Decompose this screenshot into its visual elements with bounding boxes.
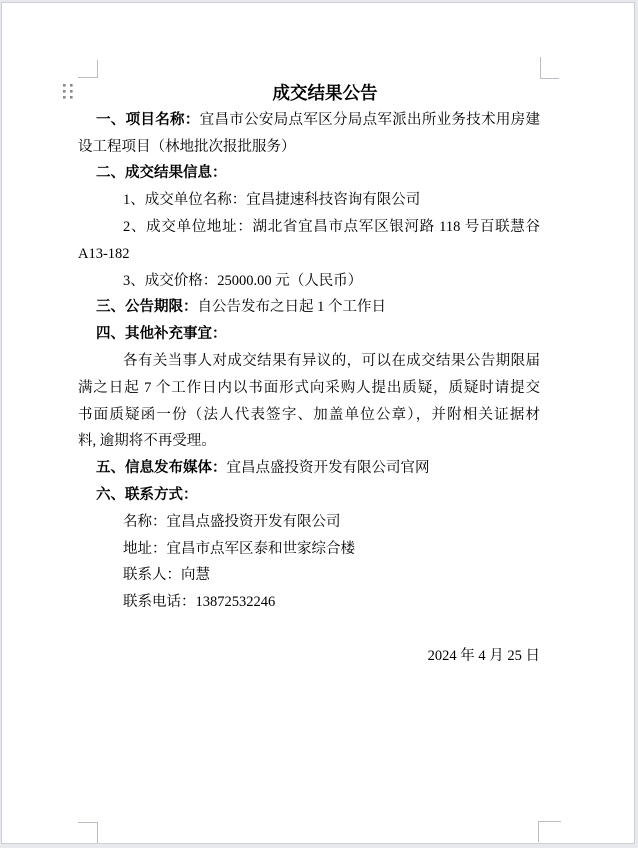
doc-line-supplement-heading (78, 321, 540, 348)
doc-line-winner-address-cont (78, 241, 540, 268)
line-label: 四、其他补充事宜： (96, 326, 227, 343)
doc-line-media (78, 455, 540, 482)
date-text: 2024 年 4 月 25 日 (427, 647, 540, 664)
doc-line-winner-name (78, 187, 540, 214)
doc-line-supplement-2 (78, 375, 540, 402)
doc-line-winner-address (78, 214, 540, 241)
doc-line-contact-heading (78, 482, 540, 509)
doc-line-project-name (78, 107, 540, 134)
doc-line-contact-name (78, 509, 540, 536)
document-date (78, 643, 540, 670)
doc-line-price (78, 268, 540, 295)
margin-crop-mark-top-right (540, 57, 559, 79)
title-text: 成交结果公告 (272, 83, 378, 103)
drag-handle-dots-icon[interactable] (62, 82, 74, 100)
line-text: 宜昌市公安局点军区分局点军派出所业务技术用房建 (199, 111, 540, 128)
margin-crop-mark-bottom-right (538, 821, 561, 842)
margin-crop-mark-top-left (78, 60, 98, 78)
line-text: 宜昌点盛投资开发有限公司官网 (226, 460, 430, 477)
line-label: 二、成交结果信息： (96, 165, 227, 182)
line-label: 三、公告期限： (96, 299, 198, 316)
doc-line-contact-phone (78, 589, 540, 616)
line-text: 联系电话：13872532246 (123, 594, 276, 611)
doc-line-contact-address (78, 536, 540, 563)
line-text: 3、成交价格：25000.00 元（人民币） (123, 272, 363, 289)
doc-line-supplement-4 (78, 428, 540, 455)
doc-line-result-heading (78, 160, 540, 187)
doc-line-blank (78, 616, 540, 643)
line-text: 书面质疑函一份（法人代表签字、加盖单位公章），并附相关证据材 (78, 406, 540, 423)
document-title (78, 80, 540, 107)
line-text: 满之日起 7 个工作日内以书面形式向采购人提出质疑，质疑时请提交 (78, 379, 540, 396)
line-label: 五、信息发布媒体： (96, 460, 227, 477)
margin-crop-mark-bottom-left (78, 822, 98, 843)
line-text: 自公告发布之日起 1 个工作日 (197, 299, 386, 316)
line-text: 联系人：向慧 (123, 567, 210, 584)
doc-line-project-name-cont (78, 134, 540, 161)
document-page (1, 2, 635, 844)
line-label: 六、联系方式： (96, 486, 198, 503)
line-text: 2、成交单位地址：湖北省宜昌市点军区银河路 118 号百联慧谷 (123, 218, 540, 235)
line-text: 地址：宜昌市点军区泰和世家综合楼 (123, 540, 355, 557)
document-body (78, 80, 540, 670)
line-text: 名称：宜昌点盛投资开发有限公司 (123, 513, 341, 530)
doc-line-notice-period (78, 294, 540, 321)
line-text: 料, 逾期将不再受理。 (78, 433, 216, 450)
line-text: 1、成交单位名称：宜昌捷速科技咨询有限公司 (123, 192, 421, 209)
line-text: A13-182 (78, 245, 130, 262)
doc-line-supplement-1 (78, 348, 540, 375)
line-text: 设工程项目（林地批次报批服务） (78, 138, 296, 155)
doc-line-supplement-3 (78, 402, 540, 429)
line-text: 各有关当事人对成交结果有异议的，可以在成交结果公告期限届 (123, 352, 540, 369)
doc-line-contact-person (78, 562, 540, 589)
line-label: 一、项目名称： (96, 111, 200, 128)
